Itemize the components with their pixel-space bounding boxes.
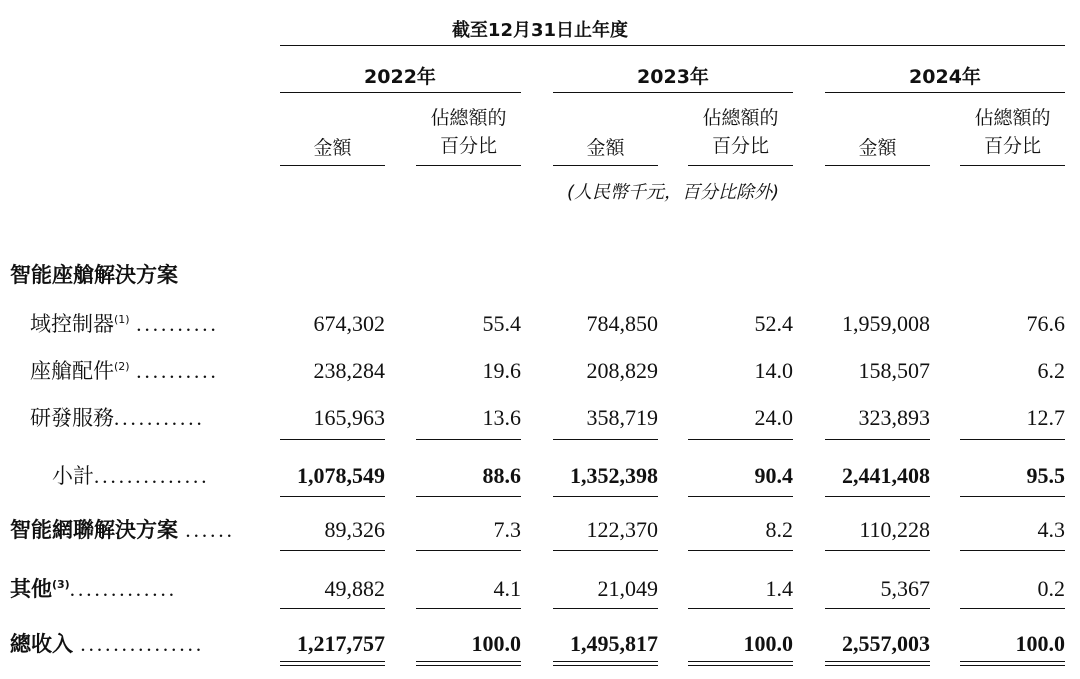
total-double-rule <box>688 661 793 662</box>
row-rule <box>280 550 385 551</box>
cell-amount-2022: 1,217,757 <box>297 631 385 656</box>
cell-amount-2023: 358,719 <box>586 405 658 430</box>
cell-pct-2024: 100.0 <box>1015 631 1065 656</box>
cell-pct-2022: 19.6 <box>482 358 521 383</box>
cell-amount-2024: 2,557,003 <box>842 631 930 656</box>
row-rule <box>960 496 1065 497</box>
table-row <box>0 403 1080 433</box>
year-header-2024: 2024年 <box>909 66 981 88</box>
total-double-rule <box>825 665 930 666</box>
total-double-rule <box>688 665 793 666</box>
subtotal-rule <box>416 439 521 440</box>
cell-amount-2024: 323,893 <box>858 405 930 430</box>
table-row-total <box>0 629 1080 659</box>
cell-pct-2024: 95.5 <box>1026 463 1065 488</box>
row-rule <box>688 496 793 497</box>
row-rule <box>825 496 930 497</box>
row-label: 其他$^{(3)}$............. <box>10 577 177 601</box>
cell-amount-2022: 238,284 <box>313 358 385 383</box>
row-rule <box>280 496 385 497</box>
table-row <box>0 574 1080 604</box>
row-rule <box>416 608 521 609</box>
year-header-2022: 2022年 <box>364 66 436 88</box>
total-double-rule <box>553 665 658 666</box>
cell-pct-2022: 100.0 <box>471 631 521 656</box>
total-double-rule <box>960 665 1065 666</box>
cell-pct-2023: 52.4 <box>754 311 793 336</box>
total-double-rule <box>416 665 521 666</box>
row-rule <box>688 608 793 609</box>
cell-pct-2023: 14.0 <box>754 358 793 383</box>
cell-pct-2023: 1.4 <box>765 576 793 601</box>
row-rule <box>553 496 658 497</box>
cell-amount-2022: 674,302 <box>313 311 385 336</box>
total-double-rule <box>553 661 658 662</box>
cell-pct-2023: 24.0 <box>754 405 793 430</box>
total-double-rule <box>825 661 930 662</box>
cell-amount-2023: 122,370 <box>586 517 658 542</box>
colhead-rule <box>416 165 521 166</box>
cell-pct-2023: 100.0 <box>743 631 793 656</box>
cell-amount-2024: 110,228 <box>859 517 930 542</box>
row-label: 智能網聯解決方案 ...... <box>10 518 235 542</box>
colhead-rule <box>825 165 930 166</box>
total-double-rule <box>280 665 385 666</box>
section-smart-cockpit: 智能座艙解決方案 <box>10 263 178 287</box>
cell-pct-2022: 88.6 <box>482 463 521 488</box>
row-rule <box>553 550 658 551</box>
subtotal-rule <box>960 439 1065 440</box>
row-rule <box>825 550 930 551</box>
col-amount-2022: 金額 <box>313 137 352 159</box>
period-rule <box>280 45 1065 46</box>
row-label: 小計.............. <box>52 464 210 488</box>
subtotal-rule <box>825 439 930 440</box>
cell-amount-2022: 89,326 <box>324 517 385 542</box>
colhead-rule <box>280 165 385 166</box>
subtotal-rule <box>688 439 793 440</box>
year-header-2023: 2023年 <box>637 66 709 88</box>
cell-pct-2022: 55.4 <box>482 311 521 336</box>
colhead-rule <box>553 165 658 166</box>
table-row <box>0 515 1080 545</box>
col-amount-2024: 金額 <box>858 137 897 159</box>
colhead-rule <box>688 165 793 166</box>
col-amount-2023: 金額 <box>586 137 625 159</box>
subtotal-rule <box>280 439 385 440</box>
cell-pct-2022: 7.3 <box>493 517 521 542</box>
cell-pct-2024: 4.3 <box>1037 517 1065 542</box>
cell-amount-2023: 21,049 <box>597 576 658 601</box>
col-pct-2022: 佔總額的 百分比 <box>430 107 507 157</box>
row-label: 域控制器$^{(1)}$ .......... <box>30 312 219 336</box>
cell-amount-2022: 1,078,549 <box>297 463 385 488</box>
total-double-rule <box>416 661 521 662</box>
total-double-rule <box>280 661 385 662</box>
colhead-rule <box>960 165 1065 166</box>
row-label: 總收入 ............... <box>10 632 205 656</box>
cell-pct-2023: 8.2 <box>765 517 793 542</box>
row-label: 座艙配件$^{(2)}$ .......... <box>30 359 219 383</box>
cell-amount-2023: 1,495,817 <box>570 631 658 656</box>
row-rule <box>960 608 1065 609</box>
year-rule-2024 <box>825 92 1065 93</box>
row-rule <box>416 496 521 497</box>
table-row <box>0 356 1080 386</box>
period-header: 截至12月31日止年度 <box>451 20 629 41</box>
cell-amount-2022: 165,963 <box>313 405 385 430</box>
col-pct-2023: 佔總額的 百分比 <box>702 107 779 157</box>
year-rule-2023 <box>553 92 793 93</box>
row-rule <box>825 608 930 609</box>
cell-pct-2022: 4.1 <box>493 576 521 601</box>
unit-note: (人民幣千元，百分比除外) <box>566 182 780 203</box>
year-rule-2022 <box>280 92 521 93</box>
subtotal-rule <box>553 439 658 440</box>
cell-pct-2024: 6.2 <box>1037 358 1065 383</box>
cell-amount-2023: 784,850 <box>586 311 658 336</box>
row-rule <box>280 608 385 609</box>
row-rule <box>553 608 658 609</box>
cell-pct-2022: 13.6 <box>482 405 521 430</box>
table-row-subtotal <box>0 461 1080 491</box>
cell-amount-2024: 1,959,008 <box>842 311 930 336</box>
total-double-rule <box>960 661 1065 662</box>
cell-amount-2022: 49,882 <box>324 576 385 601</box>
table-row <box>0 309 1080 339</box>
cell-pct-2023: 90.4 <box>754 463 793 488</box>
row-rule <box>960 550 1065 551</box>
cell-pct-2024: 76.6 <box>1026 311 1065 336</box>
row-rule <box>688 550 793 551</box>
row-rule <box>416 550 521 551</box>
cell-amount-2024: 2,441,408 <box>842 463 930 488</box>
cell-amount-2023: 208,829 <box>586 358 658 383</box>
cell-pct-2024: 12.7 <box>1026 405 1065 430</box>
cell-amount-2024: 5,367 <box>880 576 930 601</box>
row-label: 研發服務........... <box>30 406 205 430</box>
cell-amount-2023: 1,352,398 <box>570 463 658 488</box>
cell-amount-2024: 158,507 <box>858 358 930 383</box>
cell-pct-2024: 0.2 <box>1037 576 1065 601</box>
col-pct-2024: 佔總額的 百分比 <box>974 107 1051 157</box>
